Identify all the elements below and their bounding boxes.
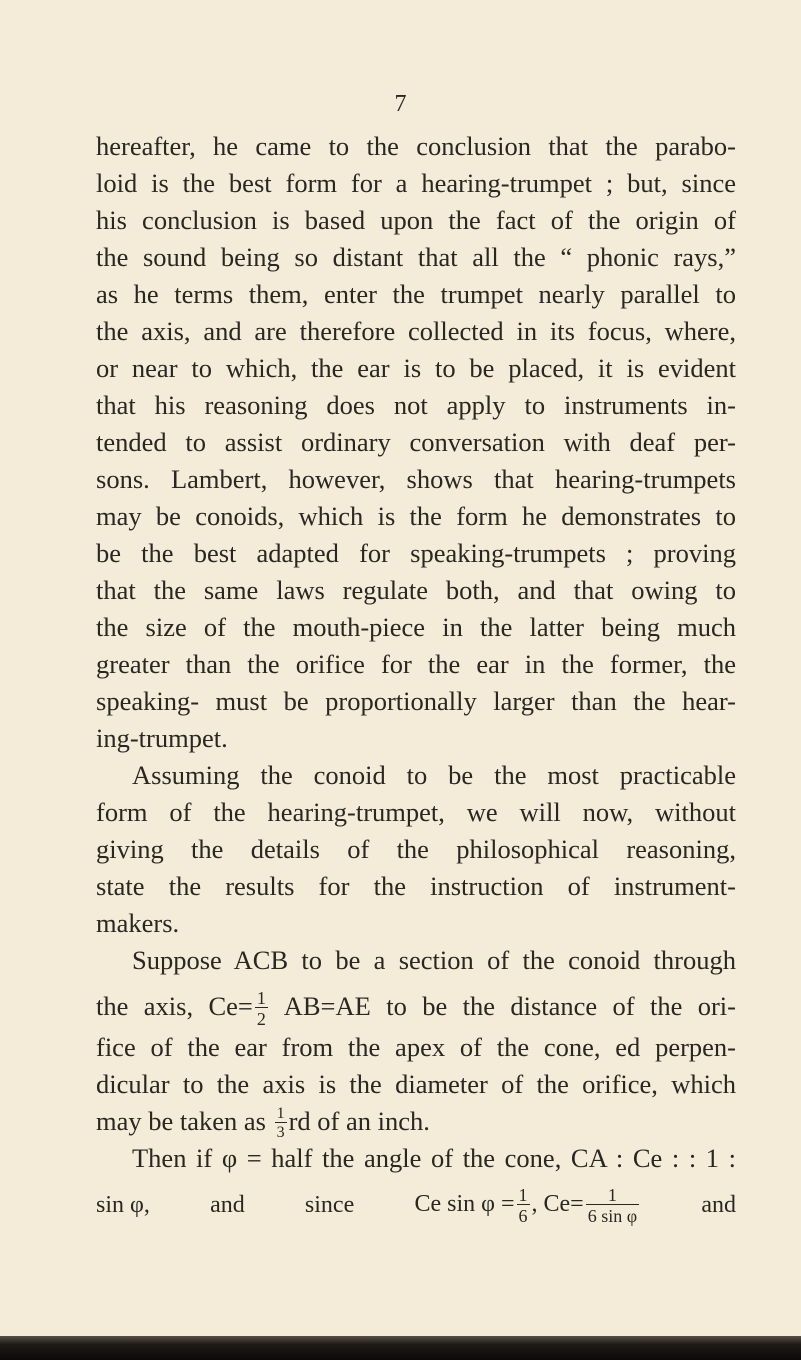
text-run: , Ce= bbox=[531, 1190, 584, 1217]
fraction-numerator: 1 bbox=[518, 1184, 528, 1205]
text-line: be the best adapted for speaking-trumpets ; proving bbox=[96, 538, 736, 568]
text-line: the axis, and are therefore collected in its focus, where, bbox=[96, 316, 736, 346]
text-run: since bbox=[304, 1191, 355, 1218]
text-line: loid is the best form for a hearing-trumpet ; but, since bbox=[96, 168, 736, 198]
text-line: Then if φ = half the angle of the cone, CA : Ce : : 1 : bbox=[132, 1143, 736, 1173]
fraction-denominator: 6 sin φ bbox=[587, 1205, 638, 1226]
fraction-numerator: 1 bbox=[586, 1186, 639, 1205]
text-run: Ce sin φ = bbox=[414, 1190, 515, 1217]
text-line: his conclusion is based upon the fact of the origin of bbox=[96, 205, 736, 235]
text-line: giving the details of the philosophical reasoning, bbox=[96, 834, 736, 864]
body-text bbox=[96, 128, 736, 1230]
text-line: as he terms them, enter the trumpet nearly parallel to bbox=[96, 279, 736, 309]
text-line: may be conoids, which is the form he demonstrates to bbox=[96, 501, 736, 531]
text-line: sons. Lambert, however, shows that hearing-trumpets bbox=[96, 464, 736, 494]
text-run: AB=AE to be the distance of the ori- bbox=[269, 991, 736, 1021]
axis-formula-line bbox=[96, 979, 736, 1029]
text-line: hereafter, he came to the conclusion that the parabo- bbox=[96, 131, 736, 161]
text-line: the sound being so distant that all the “ phonic rays,” bbox=[96, 242, 736, 272]
fraction-one-sixth bbox=[517, 1186, 530, 1225]
text-line: that his reasoning does not apply to instruments in- bbox=[96, 390, 736, 420]
fraction-one-third bbox=[275, 1106, 287, 1141]
text-run: may be taken as bbox=[96, 1106, 273, 1136]
text-run: and bbox=[701, 1191, 736, 1218]
text-line: tended to assist ordinary conversation with deaf per- bbox=[96, 427, 736, 457]
text-line: greater than the orifice for the ear in the former, the bbox=[96, 649, 736, 679]
equation-group bbox=[414, 1186, 641, 1225]
text-run: rd of an inch. bbox=[288, 1106, 430, 1136]
fraction-one-over-six-sin-phi bbox=[586, 1186, 639, 1225]
text-line: or near to which, the ear is to be placed, it is evident bbox=[96, 353, 736, 383]
text-run: and bbox=[210, 1191, 245, 1218]
fraction-denominator: 2 bbox=[256, 1009, 266, 1030]
text-line: dicular to the axis is the diameter of the orifice, which bbox=[96, 1069, 736, 1099]
page-number: 7 bbox=[394, 91, 407, 117]
text-line: form of the hearing-trumpet, we will now, without bbox=[96, 797, 736, 827]
fraction-third-line bbox=[96, 1103, 736, 1140]
text-line: state the results for the instruction of instrument- bbox=[96, 871, 736, 901]
text-line: makers. bbox=[96, 908, 180, 938]
text-line: ing-trumpet. bbox=[96, 723, 228, 753]
text-line: the size of the mouth-piece in the latter being much bbox=[96, 612, 736, 642]
text-line: speaking- must be proportionally larger than the hear- bbox=[96, 686, 736, 716]
text-run: the axis, Ce= bbox=[96, 991, 253, 1021]
fraction-numerator: 1 bbox=[276, 1105, 285, 1123]
text-run: sin φ, bbox=[96, 1191, 150, 1218]
fraction-denominator: 6 bbox=[518, 1205, 528, 1226]
fraction-denominator: 3 bbox=[276, 1124, 285, 1142]
text-line: fice of the ear from the apex of the cone, ed perpen- bbox=[96, 1032, 736, 1062]
page-edge-shadow bbox=[0, 1336, 801, 1360]
text-line: that the same laws regulate both, and that owing to bbox=[96, 575, 736, 605]
fraction-numerator: 1 bbox=[256, 988, 266, 1009]
equation-line bbox=[96, 1180, 736, 1230]
text-line: Suppose ACB to be a section of the conoid through bbox=[132, 945, 736, 975]
text-line: Assuming the conoid to be the most practicable bbox=[132, 760, 736, 790]
fraction-one-half bbox=[255, 989, 268, 1028]
